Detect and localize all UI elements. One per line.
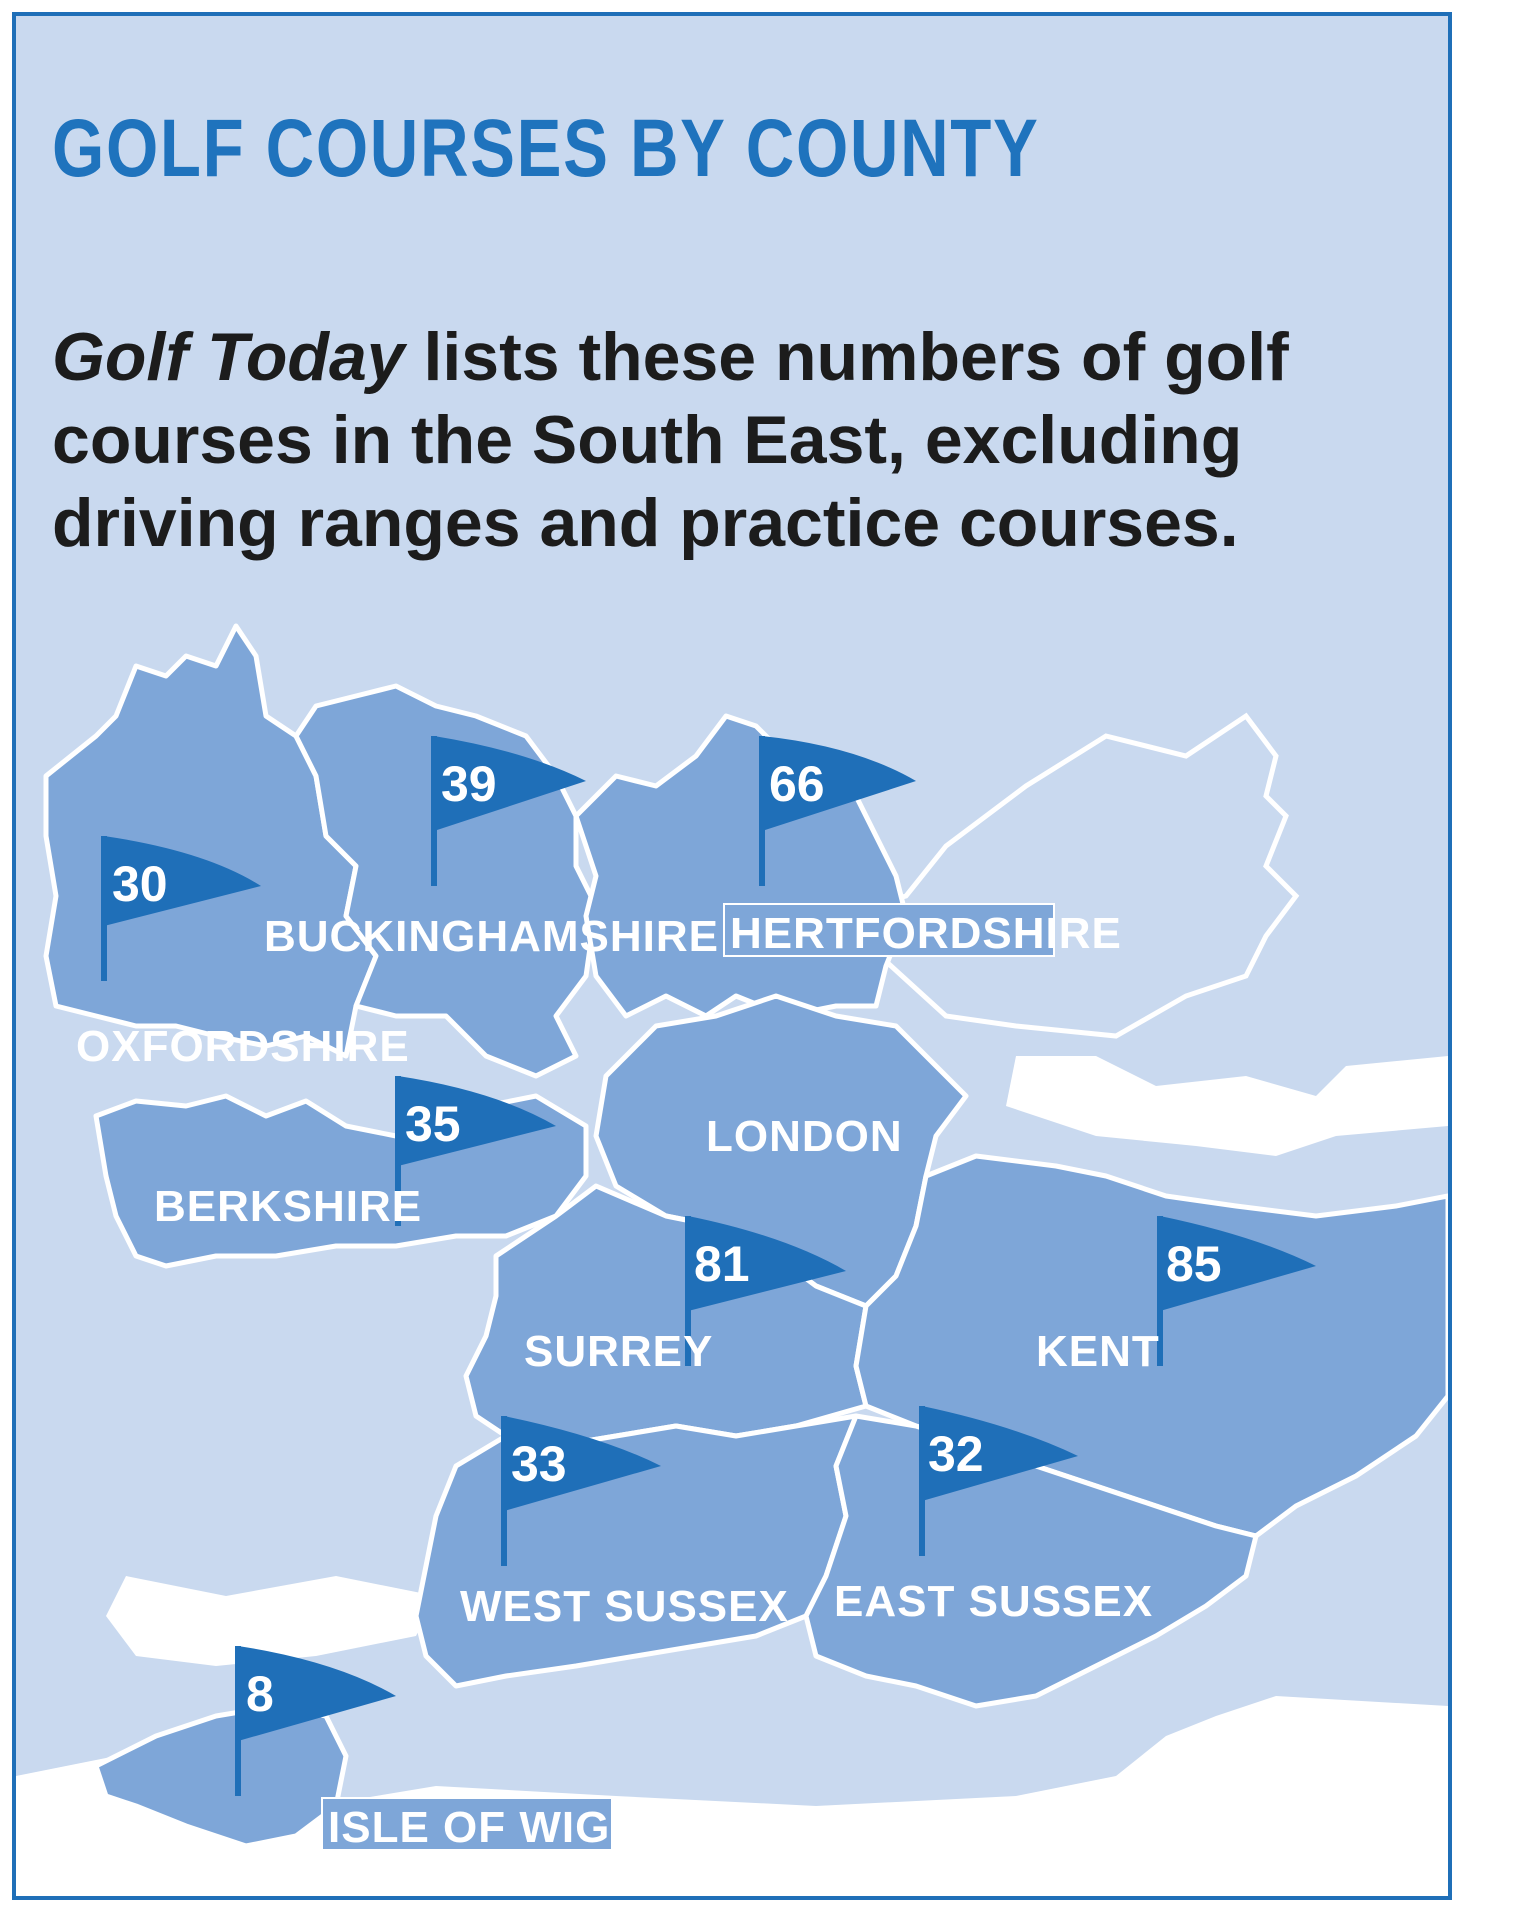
courses-kent: 85 — [1166, 1236, 1222, 1292]
intro-body: lists these numbers of golf courses in the South East, excluding driving ranges and practice courses. — [52, 319, 1289, 561]
courses-oxfordshire: 30 — [112, 856, 168, 912]
publication-name: Golf Today — [52, 319, 405, 395]
label-buckinghamshire: BUCKINGHAMSHIRE — [264, 912, 719, 961]
courses-surrey: 81 — [694, 1236, 750, 1292]
south-east-map — [16, 16, 1448, 1896]
courses-buckinghamshire: 39 — [441, 756, 497, 812]
courses-isle-of-wight: 8 — [246, 1666, 274, 1722]
courses-west-sussex: 33 — [511, 1436, 567, 1492]
courses-east-sussex: 32 — [928, 1426, 984, 1482]
county-oxfordshire — [46, 626, 376, 1056]
essex-land — [836, 716, 1296, 1036]
courses-berkshire: 35 — [405, 1096, 461, 1152]
thames-estuary — [1006, 1056, 1448, 1156]
label-kent: KENT — [1036, 1327, 1160, 1376]
label-isle-of-wight: ISLE OF WIGHT — [328, 1803, 671, 1852]
infographic-frame — [12, 12, 1452, 1900]
page-title: GOLF COURSES BY COUNTY — [52, 103, 1040, 194]
label-london: LONDON — [706, 1112, 903, 1161]
label-west-sussex: WEST SUSSEX — [460, 1582, 789, 1631]
label-hertfordshire: HERTFORDSHIRE — [730, 909, 1122, 958]
label-east-sussex: EAST SUSSEX — [834, 1577, 1154, 1626]
label-oxfordshire: OXFORDSHIRE — [76, 1022, 410, 1071]
label-surrey: SURREY — [524, 1327, 714, 1376]
label-berkshire: BERKSHIRE — [154, 1182, 423, 1231]
courses-hertfordshire: 66 — [769, 756, 825, 812]
